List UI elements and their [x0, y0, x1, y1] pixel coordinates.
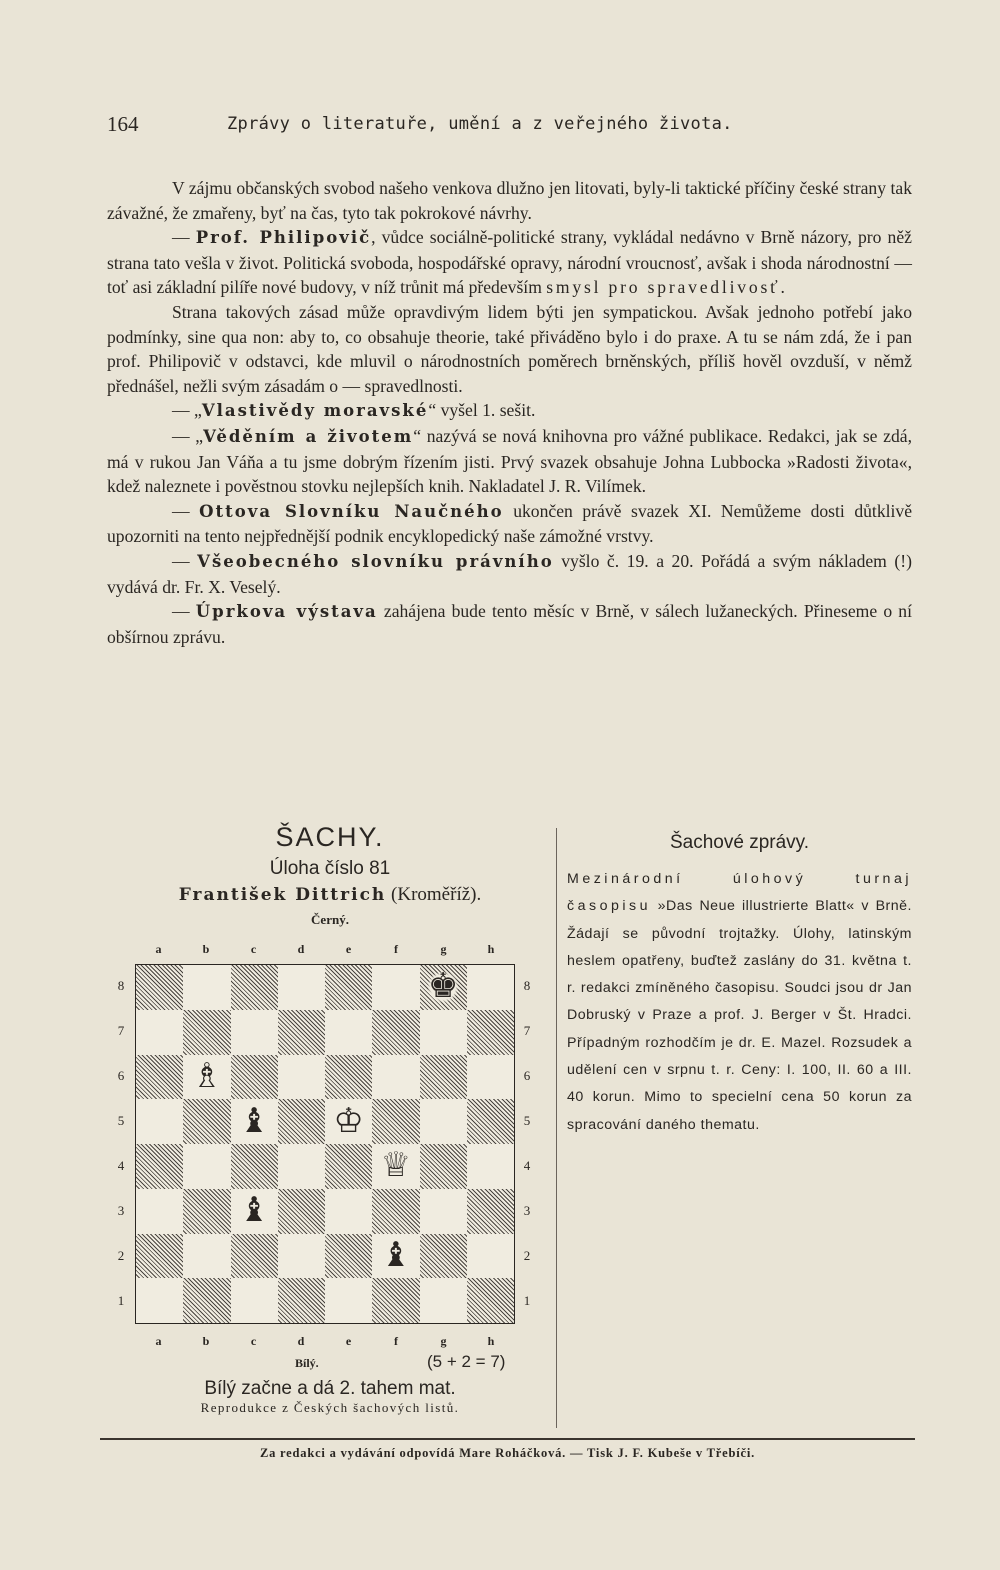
- board-square: [278, 1144, 325, 1189]
- footer-rule: [100, 1438, 915, 1440]
- highlighted-title: Úprkova výstava: [195, 602, 378, 622]
- board-square: [278, 1278, 325, 1323]
- highlighted-title: Věděním a životem: [203, 426, 414, 446]
- board-square: [278, 1234, 325, 1279]
- board-square: [231, 1234, 278, 1279]
- rank-label: 8: [117, 978, 125, 993]
- paragraph-text: ukončen právě svazek XI. Nemůžeme dosti důtklivě upozorniti na tento nejpřednější podnik encyklopedický naše zámožné vrstvy.: [107, 500, 913, 547]
- board-square: [136, 1099, 183, 1144]
- dash: —: [172, 601, 196, 622]
- black-bishop-icon: ♝: [380, 1236, 412, 1274]
- highlighted-title: Vlastivědy moravské: [201, 401, 429, 421]
- board-square: [278, 1099, 325, 1144]
- file-label: c: [250, 1334, 257, 1348]
- board-square: [278, 1010, 325, 1055]
- file-label: b: [202, 1334, 210, 1348]
- board-square: [372, 1010, 419, 1055]
- file-label: h: [487, 942, 495, 956]
- dash: —: [172, 550, 198, 571]
- board-square: [467, 1010, 514, 1055]
- board-square: [372, 965, 419, 1010]
- board-square: [325, 965, 372, 1010]
- black-bishop-icon: ♝: [238, 1192, 270, 1230]
- rank-label: 8: [523, 978, 531, 993]
- file-label: h: [487, 1334, 495, 1348]
- board-square: [231, 1189, 278, 1234]
- black-bishop-icon: ♝: [238, 1102, 270, 1140]
- paragraph: [107, 549, 912, 599]
- file-label: f: [394, 942, 398, 956]
- board-square: [136, 1144, 183, 1189]
- board-square: [231, 1055, 278, 1100]
- board-square: [372, 1144, 419, 1189]
- board-square: [420, 965, 467, 1010]
- rank-label: 1: [523, 1293, 531, 1308]
- paragraph: [107, 499, 912, 549]
- board-square: [183, 1010, 230, 1055]
- board-square: [420, 1234, 467, 1279]
- paragraph-text: “ nazývá se nová knihovna pro vážné publikace. Redakci, jak se zdá, má v rukou Jan Váňa a tu jsme dobrým řízením jisti. Prvý svazek obsahuje Johna Lubbocka »Radosti života«, kdež naleznete i pověstnou stovku nejlepších knih. Nakladatel J. R. Vilímek.: [107, 425, 912, 497]
- rank-label: 4: [523, 1158, 531, 1173]
- file-label: e: [345, 1334, 352, 1348]
- paragraph-text: .: [780, 277, 785, 298]
- board-square: [467, 1055, 514, 1100]
- rank-labels-left: [111, 964, 131, 1324]
- board-square: [278, 1189, 325, 1234]
- board-square: [420, 1144, 467, 1189]
- board-square: [325, 1189, 372, 1234]
- board-square: [467, 1099, 514, 1144]
- board-square: [183, 1278, 230, 1323]
- white-label: Bílý.: [295, 1356, 319, 1370]
- board-square: [231, 1099, 278, 1144]
- chess-news-body: [567, 866, 912, 1139]
- file-label: f: [394, 1334, 398, 1348]
- board-square: [231, 1278, 278, 1323]
- rank-labels-right: [517, 964, 537, 1324]
- board-square: [420, 1278, 467, 1323]
- black-label: Černý.: [311, 912, 349, 927]
- page-header: [107, 112, 912, 142]
- file-label: c: [250, 942, 257, 956]
- board-square: [372, 1278, 419, 1323]
- file-labels-top: [135, 942, 515, 958]
- board-square: [372, 1055, 419, 1100]
- board-square: [136, 1055, 183, 1100]
- highlighted-title: Všeobecného slovníku právního: [197, 551, 554, 571]
- board-square: [325, 1144, 372, 1189]
- chess-problem: [105, 822, 555, 1442]
- board-square: [467, 1189, 514, 1234]
- board-square: [278, 1055, 325, 1100]
- file-label: a: [155, 1334, 162, 1348]
- board-square: [467, 1144, 514, 1189]
- author-place: (Kroměříž).: [386, 884, 482, 905]
- rank-label: 3: [117, 1203, 125, 1218]
- file-label: e: [345, 942, 352, 956]
- chess-task-number: Úloha číslo 81: [269, 858, 391, 879]
- highlighted-name: Prof. Philipovič: [195, 228, 372, 248]
- news-text: »Das Neue illustrierte Blatt« v Brně. Žádají se původní trojtažky. Úlohy, latinským heslem opatřeny, buďtež zaslány do 31. května t. r. redakci zmíněného časopisu. Soudci jsou dr Jan Dobruský v Praze a prof. J. Berger v Št. Hradci. Případným rozhodčím je dr. E. Mazel. Rozsudek a udělení cen v srpnu t. r. Ceny: I. 100, II. 60 a III. 40 korun. Mimo to specielní cena 50 korun za spracování daného thematu.: [567, 898, 912, 1133]
- board-square: [420, 1055, 467, 1100]
- author-name: František Dittrich: [178, 885, 387, 905]
- chess-news-title: Šachové zprávy.: [669, 832, 810, 853]
- file-label: g: [440, 942, 447, 956]
- paragraph: [107, 176, 912, 225]
- rank-label: 7: [117, 1023, 125, 1038]
- board-square: [372, 1099, 419, 1144]
- rank-label: 5: [117, 1113, 125, 1128]
- board-square: [183, 1144, 230, 1189]
- file-label: b: [202, 942, 210, 956]
- chess-heading: ŠACHY.: [275, 822, 385, 852]
- dash: —: [172, 500, 200, 521]
- file-label: g: [440, 1334, 447, 1348]
- page-number: 164: [107, 112, 139, 136]
- dash: —: [172, 227, 196, 248]
- board-square: [420, 1099, 467, 1144]
- paragraph: [107, 424, 912, 499]
- board-square: [183, 1234, 230, 1279]
- board-square: [372, 1234, 419, 1279]
- board-square: [183, 1189, 230, 1234]
- board-square: [325, 1010, 372, 1055]
- chess-board: [135, 964, 515, 1324]
- board-square: [325, 1278, 372, 1323]
- board-square: [231, 965, 278, 1010]
- paragraph: [107, 398, 912, 424]
- highlighted-title: Ottova Slovníku Naučného: [199, 501, 504, 521]
- article-body: [107, 176, 912, 649]
- paragraph-text: “ vyšel 1. sešit.: [428, 400, 536, 421]
- spaced-emphasis: Mezinárodní úlohový turnaj časopisu: [567, 871, 912, 915]
- running-title: Zprávy o literatuře, umění a z veřejného života.: [227, 114, 733, 134]
- rank-label: 2: [523, 1248, 531, 1263]
- board-square: [183, 965, 230, 1010]
- column-divider: [556, 828, 557, 1428]
- board-square: [136, 965, 183, 1010]
- paragraph: [107, 300, 912, 398]
- board-square: [231, 1010, 278, 1055]
- board-square: [325, 1055, 372, 1100]
- file-label: d: [297, 942, 305, 956]
- board-square: [467, 1234, 514, 1279]
- board-square: [325, 1234, 372, 1279]
- board-square: [183, 1055, 230, 1100]
- piece-count: (5 + 2 = 7): [427, 1352, 506, 1371]
- board-square: [467, 1278, 514, 1323]
- rank-label: 6: [523, 1068, 531, 1083]
- paragraph: [107, 225, 912, 300]
- paragraph-text: Strana takových zásad může opravdivým lidem býti jen sympatickou. Avšak jednoho potřebí jako podmínky, sine qua non: aby to, co obsahuje theorie, také přiváděno bylo i do praxe. A tu se nám zdá, že i pan prof. Philipovič v odstavci, kde mluvil o národnostních poměrech brněnských, příliš hověl ovzduší, v němž přednášel, nežli svým zásadám o — spravedlnosti.: [107, 301, 912, 396]
- paragraph-text: , vůdce sociálně-politické strany, vykládal nedávno v Brně názory, pro něž strana tato vešla v život. Politická svoboda, hospodářské opravy, národní vroucnosť, avšak i shoda národnostní — toť asi základní pilíře nové budovy, v níž trůnit má především: [107, 227, 912, 298]
- chess-author: [105, 884, 555, 906]
- imprint-footer: Za redakci a vydávání odpovídá Mare Roháčková. — Tisk J. F. Kubeše v Třebíči.: [259, 1446, 756, 1460]
- board-square: [278, 965, 325, 1010]
- rank-label: 6: [117, 1068, 125, 1083]
- dash: — „: [172, 425, 204, 446]
- file-label: a: [155, 942, 162, 956]
- rank-label: 4: [117, 1158, 125, 1173]
- board-square: [136, 1234, 183, 1279]
- chess-instruction: Bílý začne a dá 2. tahem mat.: [204, 1378, 456, 1399]
- board-square: [136, 1010, 183, 1055]
- dash: — „: [172, 400, 202, 421]
- file-labels-bottom: [135, 1334, 515, 1350]
- white-bishop-icon: ♗: [191, 1057, 223, 1095]
- spaced-emphasis: smysl pro spravedlivosť: [546, 277, 781, 298]
- rank-label: 1: [117, 1293, 125, 1308]
- rank-label: 3: [523, 1203, 531, 1218]
- rank-label: 5: [523, 1113, 531, 1128]
- chess-news: [567, 832, 912, 1139]
- paragraph-text: vyšlo č. 19. a 20. Pořádá a svým nákladem (!) vydává dr. Fr. X. Veselý.: [107, 550, 912, 597]
- board-square: [372, 1189, 419, 1234]
- white-king-icon: ♔: [333, 1102, 364, 1140]
- white-queen-icon: ♕: [380, 1147, 412, 1185]
- rank-label: 2: [117, 1248, 125, 1263]
- paragraph-text: V zájmu občanských svobod našeho venkova dlužno jen litovati, byly-li taktické příčiny české strany tak závažné, že zmařeny, byť na čas, tyto tak pokrokové návrhy.: [107, 178, 912, 223]
- board-square: [420, 1189, 467, 1234]
- rank-label: 7: [523, 1023, 531, 1038]
- black-king-icon: ♚: [427, 968, 459, 1006]
- paragraph: [107, 599, 912, 649]
- board-square: [467, 965, 514, 1010]
- board-square: [183, 1099, 230, 1144]
- paragraph-text: zahájena bude tento měsíc v Brně, v sálech lužaneckých. Přineseme o ní obšírnou zprávu.: [107, 601, 912, 647]
- board-square: [136, 1278, 183, 1323]
- board-square: [231, 1144, 278, 1189]
- board-square: [420, 1010, 467, 1055]
- board-square: [136, 1189, 183, 1234]
- file-label: d: [297, 1334, 305, 1348]
- board-square: [325, 1099, 372, 1144]
- chess-reproduction-note: Reprodukce z Českých šachových listů.: [200, 1400, 460, 1415]
